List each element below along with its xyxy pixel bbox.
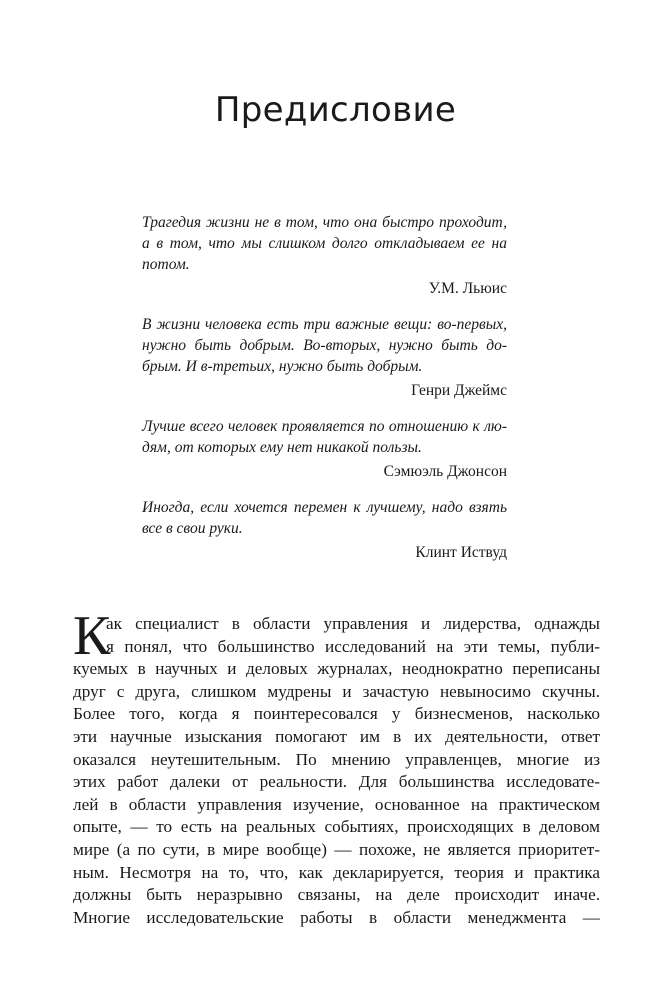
epigraph-line: Иногда, если хочется перемен к лучшему, надо взять: [142, 499, 507, 516]
body-line: куемых в научных и деловых журналах, неоднократно переписаны: [73, 659, 600, 679]
epigraph-quote: [142, 416, 507, 458]
body-line: эти научные изыскания помогают им в их деятельности, ответ: [73, 726, 600, 746]
epigraph: [142, 314, 507, 401]
epigraph-quote: [142, 212, 507, 275]
body-line: мире (а по сути, в мире вообще) — похоже, не является приоритет-: [73, 839, 600, 859]
body-line: ак специалист в области управления и лидерства, однажды: [106, 614, 600, 633]
epigraph-line: Лучше всего человек проявляется по отношению к лю-: [142, 418, 507, 435]
body-line: опыте, — то есть на реальных событиях, происходящих в деловом: [73, 817, 600, 837]
epigraphs: [142, 212, 507, 563]
body-line: Более того, когда я поинтересовался у бизнесменов, насколько: [73, 704, 600, 724]
epigraph: [142, 212, 507, 299]
body-paragraph: [73, 605, 600, 929]
epigraph-line: брым. И в-третьих, нужно быть добрым.: [142, 358, 423, 375]
epigraph-author: Сэмюэль Джонсон: [383, 463, 507, 480]
body-line: ным. Несмотря на то, что, как декларируется, теория и практика: [73, 862, 600, 882]
epigraph-line: нужно быть добрым. Во-вторых, нужно быть до-: [142, 337, 507, 354]
epigraph-line: В жизни человека есть три важные вещи: во-первых,: [142, 316, 507, 333]
page-title: Предисловие: [214, 90, 457, 130]
body-line: Многие исследовательские работы в области менеджмента —: [73, 907, 600, 927]
body-line: я понял, что большинство исследований на эти темы, публи-: [106, 636, 600, 656]
epigraph-line: а в том, что мы слишком долго откладываем ее на: [142, 235, 507, 252]
body-line: этих работ далеки от реальности. Для большинства исследовате-: [73, 772, 600, 792]
body-line: оказался неутешительным. По мнению управленцев, многие из: [73, 749, 600, 769]
epigraph-quote: [142, 314, 507, 377]
epigraph-line: потом.: [142, 256, 190, 273]
body-line: лей в области управления изучение, основанное на практическом: [73, 794, 600, 814]
body-line: должны быть неразрывно связаны, на деле происходит иначе.: [73, 885, 600, 905]
epigraph-line: дям, от которых ему нет никакой пользы.: [142, 439, 422, 456]
epigraph-line: Трагедия жизни не в том, что она быстро проходит,: [142, 214, 507, 231]
epigraph-line: все в свои руки.: [142, 520, 243, 537]
epigraph-author: Генри Джеймс: [411, 382, 507, 399]
epigraph: [142, 497, 507, 563]
epigraph-author: Клинт Иствуд: [415, 544, 507, 561]
epigraph-author: У.М. Льюис: [428, 280, 507, 297]
epigraph-quote: [142, 497, 507, 539]
drop-cap: К: [73, 605, 111, 667]
epigraph: [142, 416, 507, 482]
body-line: друг с друга, слишком мудрены и зачастую невыносимо скучны.: [73, 681, 600, 701]
